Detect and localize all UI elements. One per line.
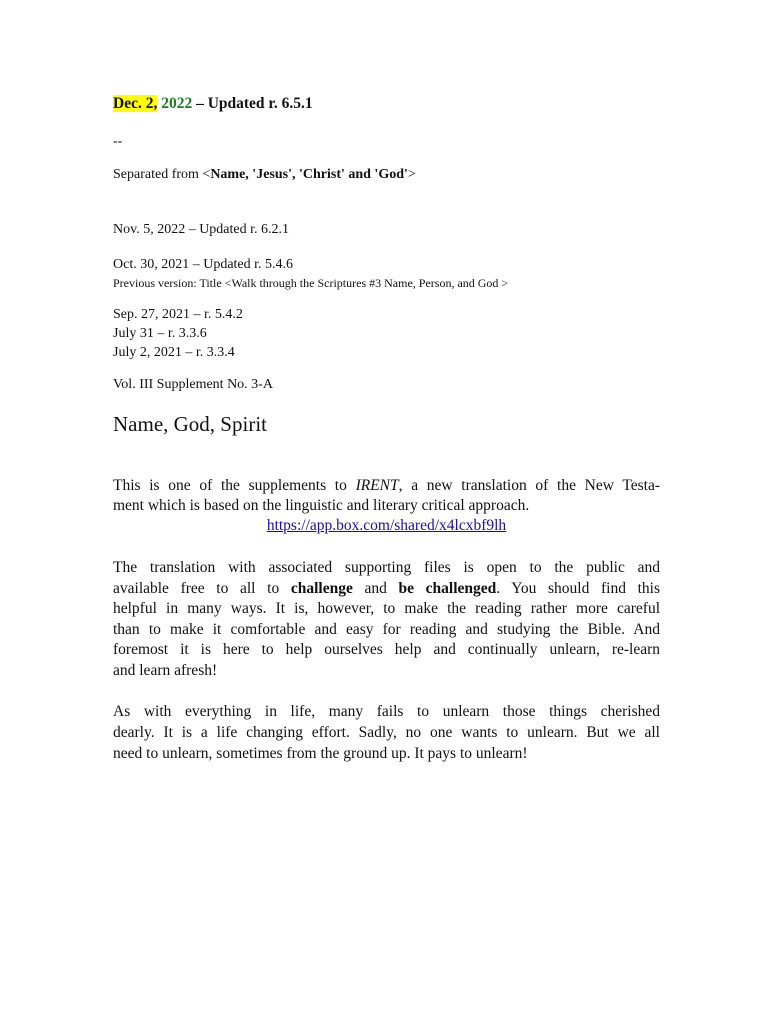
year-text: 2022 bbox=[161, 95, 193, 112]
para2-line2 bbox=[113, 580, 660, 598]
page-title: Name, God, Spirit bbox=[113, 412, 267, 436]
box-share-link[interactable]: https://app.box.com/shared/x4lcxbf9lh bbox=[266, 517, 507, 534]
para2-text-c: . You should find this bbox=[496, 580, 660, 597]
para2-line4: than to make it comfortable and easy for reading and studying the Bible. And bbox=[113, 621, 660, 638]
revision-text: – Updated r. 6.5.1 bbox=[196, 95, 313, 112]
para2-line5: foremost it is here to help ourselves help and continually unlearn, re-learn bbox=[113, 641, 660, 658]
para2-text-a: available free to all to bbox=[113, 580, 291, 597]
irent-italic: IRENT bbox=[355, 477, 399, 494]
para2-text-b: and bbox=[352, 580, 399, 597]
para1-text-a: This is one of the supplements to bbox=[113, 477, 356, 494]
previous-version: Previous version: Title <Walk through the Scriptures #3 Name, Person, and God > bbox=[113, 276, 509, 290]
para1-text-b: , a new translation of the New Testa- bbox=[398, 477, 660, 494]
history-nov: Nov. 5, 2022 – Updated r. 6.2.1 bbox=[113, 222, 290, 237]
separated-bold: Name, 'Jesus', 'Christ' and 'God' bbox=[210, 167, 408, 182]
para3-line3: need to unlearn, sometimes from the ground up. It pays to unlearn! bbox=[113, 745, 528, 762]
para1-line1 bbox=[113, 477, 660, 495]
history-jul2: July 2, 2021 – r. 3.3.4 bbox=[113, 345, 235, 360]
history-jul31: July 31 – r. 3.3.6 bbox=[113, 326, 207, 341]
history-sep: Sep. 27, 2021 – r. 5.4.2 bbox=[113, 307, 243, 322]
separator-dashes: -- bbox=[113, 134, 123, 149]
separated-suffix: > bbox=[407, 167, 416, 182]
link-line bbox=[113, 517, 660, 535]
para2-line3: helpful in many ways. It is, however, to make the reading rather more careful bbox=[113, 600, 660, 617]
para2-line1: The translation with associated supporting files is open to the public and bbox=[113, 559, 660, 576]
volume-label: Vol. III Supplement No. 3-A bbox=[113, 377, 273, 392]
revision-header bbox=[113, 95, 313, 113]
challenge-bold: challenge bbox=[290, 580, 353, 597]
para2-line6: and learn afresh! bbox=[113, 662, 218, 679]
para3-line1: As with everything in life, many fails to unlearn those things cherished bbox=[113, 703, 660, 720]
separated-from-line bbox=[113, 167, 416, 183]
highlighted-date: Dec. 2, bbox=[113, 95, 158, 112]
para3-line2: dearly. It is a life changing effort. Sadly, no one wants to unlearn. But we all bbox=[113, 724, 660, 741]
separated-prefix: Separated from < bbox=[113, 167, 211, 182]
para1-line2: ment which is based on the linguistic and literary critical approach. bbox=[113, 497, 530, 514]
be-challenged-bold: be challenged bbox=[398, 580, 497, 597]
history-oct: Oct. 30, 2021 – Updated r. 5.4.6 bbox=[113, 257, 294, 272]
